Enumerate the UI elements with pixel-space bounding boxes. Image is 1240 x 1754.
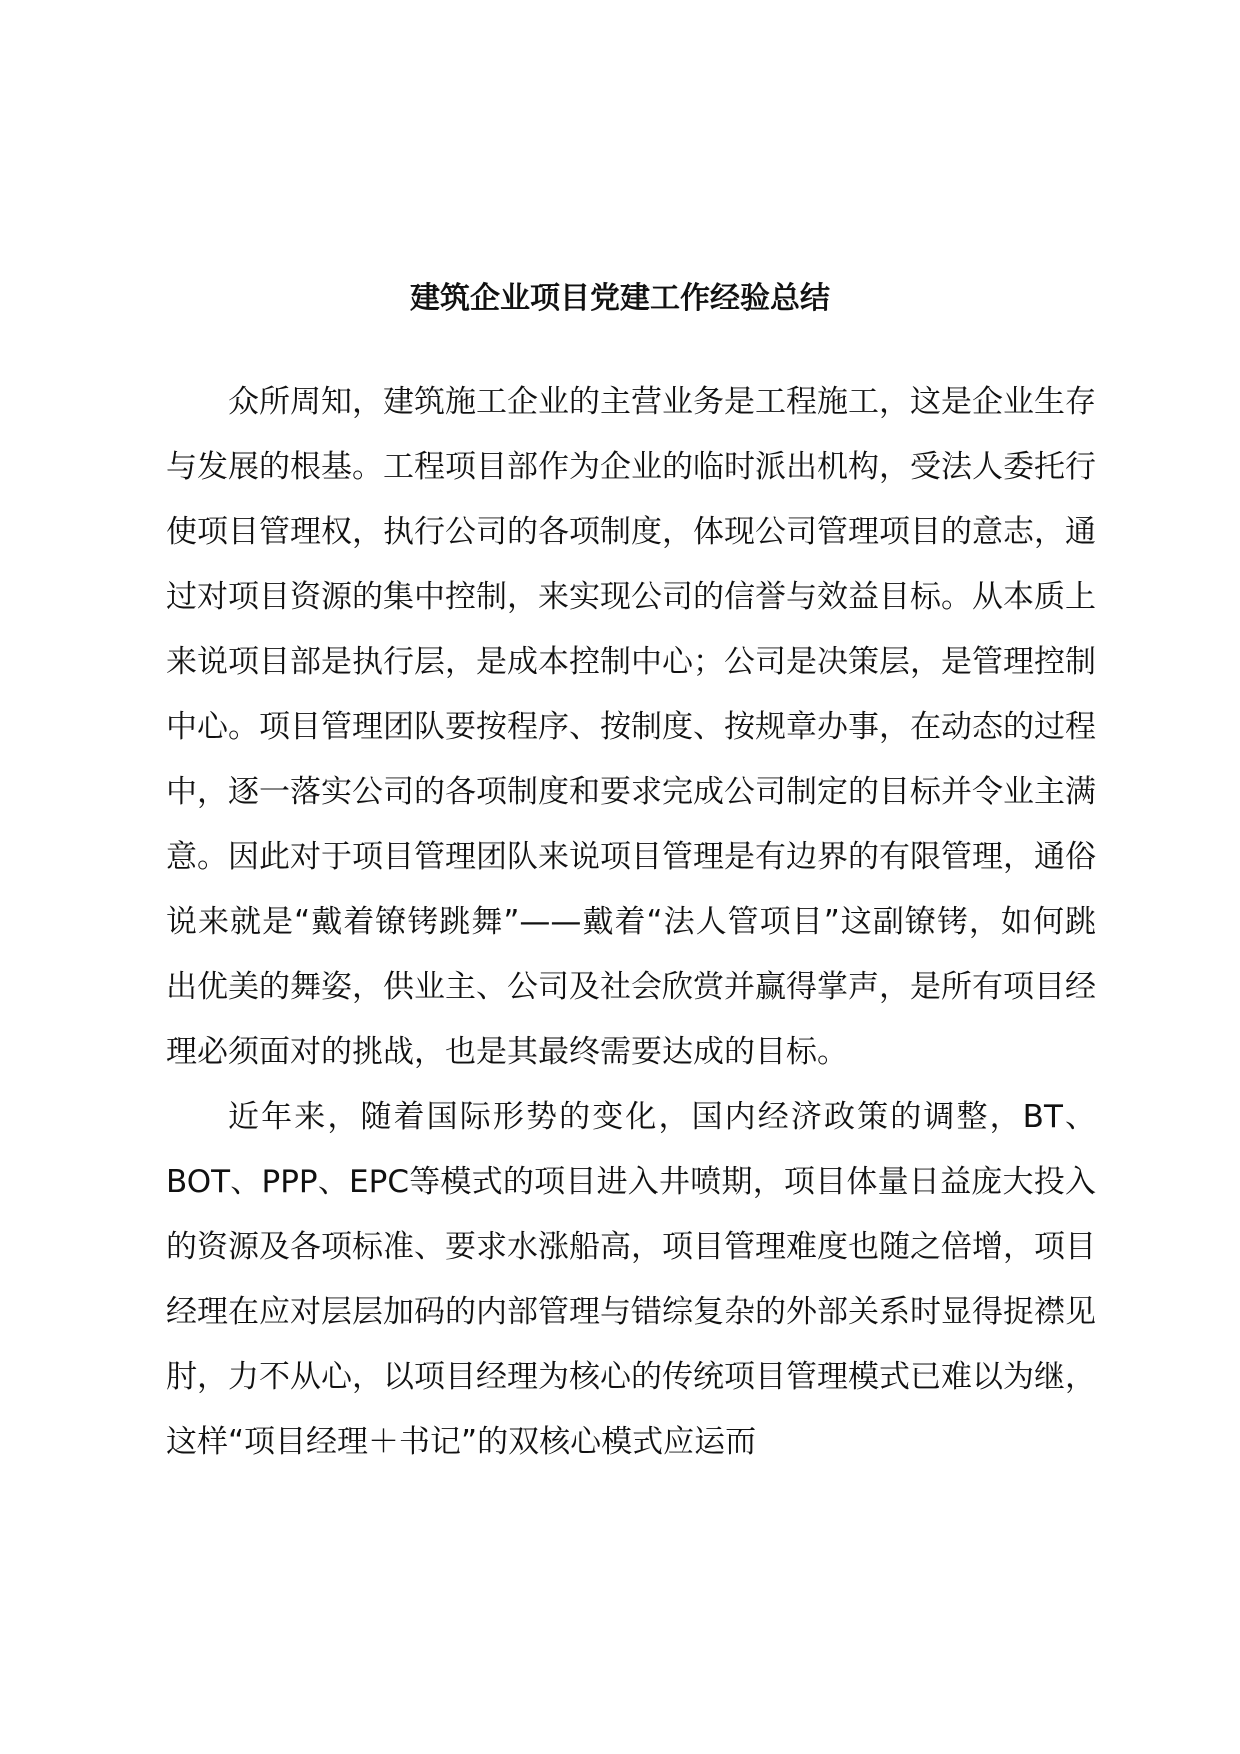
paragraph-1: 众所周知，建筑施工企业的主营业务是工程施工，这是企业生存与发展的根基。工程项目部作为企业的临时派出机构，受法人委托行使项目管理权，执行公司的各项制度，体现公司管理项目的意志，通过对项目资源的集中控制，来实现公司的信誉与效益目标。从本质上来说项目部是执行层，是成本控制中心；公司是决策层，是管理控制中心。项目管理团队要按程序、按制度、按规章办事，在动态的过程中，逐一落实公司的各项制度和要求完成公司制定的目标并令业主满意。因此对于项目管理团队来说项目管理是有边界的有限管理，通俗说来就是“戴着镣铐跳舞”——戴着“法人管项目”这副镣铐，如何跳出优美的舞姿，供业主、公司及社会欣赏并赢得掌声，是所有项目经理必须面对的挑战，也是其最终需要达成的目标。 xyxy=(166,384,1096,1070)
paragraph-2: 近年来，随着国际形势的变化，国内经济政策的调整，BT、BOT、PPP、EPC等模式的项目进入井喷期，项目体量日益庞大投入的资源及各项标准、要求水涨船高，项目管理难度也随之倍增，项目经理在应对层层加码的内部管理与错综复杂的外部关系时显得捉襟见肘，力不从心，以项目经理为核心的传统项目管理模式已难以为继，这样“项目经理＋书记”的双核心模式应运而 xyxy=(166,1099,1096,1460)
document-title: 建筑企业项目党建工作经验总结 xyxy=(410,281,830,316)
document-body xyxy=(166,370,1096,1475)
